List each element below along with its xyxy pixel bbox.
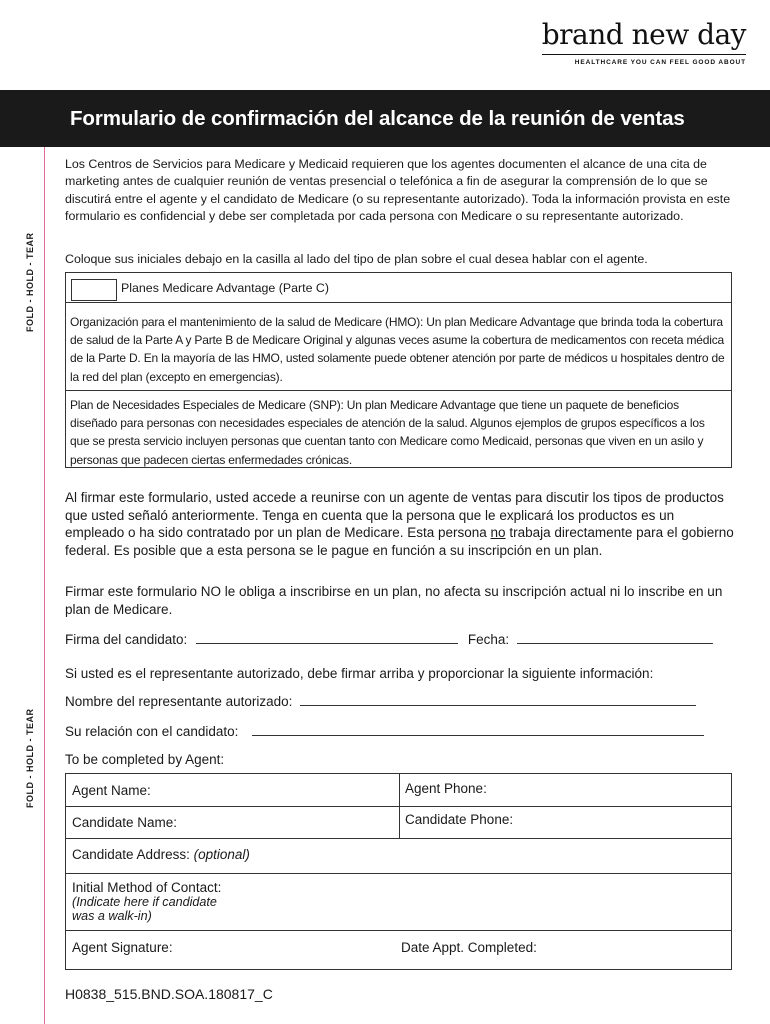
agent-phone-label: Agent Phone:: [405, 781, 487, 796]
plan-divider: [66, 390, 731, 391]
table-row-divider: [66, 838, 731, 839]
fold-hold-tear-label-top: FOLD - HOLD - TEAR: [25, 232, 35, 332]
plan-header-label: Planes Medicare Advantage (Parte C): [121, 281, 329, 295]
brand-logo: [542, 18, 746, 66]
brand-rule: [542, 54, 746, 55]
agreement-paragraph: [65, 489, 737, 559]
table-row-divider: [66, 873, 731, 874]
intro-paragraph: Los Centros de Servicios para Medicare y Medicaid requieren que los agentes documenten el alcance de una cita de marketing antes de cualquier reunión de ventas presencial o telefónica a fin de asegurar la comprensión de lo que se discutirá entre el agente y el candidato de Medicare (o su representante autorizado). Toda la información provista en este formulario es confidencial y debe ser completada por cada persona con Medicare o su representante autorizado.: [65, 157, 731, 224]
candidate-signature-field[interactable]: [196, 630, 458, 644]
date-field[interactable]: [517, 630, 713, 644]
candidate-signature-label: Firma del candidato:: [65, 632, 188, 647]
initial-contact-cell: [72, 881, 221, 923]
margin-guide-line: [44, 145, 45, 1024]
date-label: Fecha:: [467, 632, 510, 647]
candidate-signature-row: [65, 630, 713, 647]
form-code: H0838_515.BND.SOA.180817_C: [65, 986, 273, 1002]
agent-info-table: [65, 773, 732, 970]
relationship-label: Su relación con el candidato:: [65, 724, 239, 739]
brand-tagline: HEALTHCARE YOU CAN FEEL GOOD ABOUT: [574, 59, 746, 66]
table-row-divider: [66, 930, 731, 931]
hmo-description: Organización para el mantenimiento de la salud de Medicare (HMO): Un plan Medicare Advantage que brinda toda la cobertura de salud de la Parte A y Parte B de Medicare Original y algunas veces asume la cobertura de medicamentos con receta médica de la Parte D. En la mayoría de las HMO, usted solamente puede obtener atención por parte de médicos u hospitales dentro de la red del plan (excepto en emergencias).: [70, 315, 725, 384]
initials-field[interactable]: [71, 279, 117, 301]
initial-contact-note-2: was a walk-in): [72, 909, 152, 923]
page-title: Formulario de confirmación del alcance de la reunión de ventas: [70, 107, 685, 130]
candidate-address-label: Candidate Address:: [72, 847, 190, 862]
no-obligation-paragraph: Firmar este formulario NO le obliga a inscribirse en un plan, no afecta su inscripción actual ni lo inscribe en un plan de Medicare.: [65, 584, 723, 617]
optional-note: (optional): [193, 847, 250, 862]
candidate-address-row: [72, 847, 250, 862]
relationship-row: [65, 722, 704, 739]
representative-name-field[interactable]: [300, 692, 696, 706]
relationship-field[interactable]: [252, 722, 704, 736]
representative-name-label: Nombre del representante autorizado:: [65, 694, 293, 709]
brand-name: brand new day: [541, 18, 746, 51]
representative-note: Si usted es el representante autorizado, debe firmar arriba y proporcionar la siguiente información:: [65, 666, 654, 681]
plan-selection-box: [65, 272, 732, 468]
representative-name-row: [65, 692, 696, 709]
initial-contact-note-1: (Indicate here if candidate: [72, 895, 217, 909]
agreement-emphasis: no: [490, 525, 506, 541]
agent-signature-label: Agent Signature:: [72, 940, 173, 955]
agreement-text-part2: trabaja directamente para el gobierno federal. Es posible que a esta persona se le pague en función a su inscripción en un plan.: [65, 525, 734, 558]
candidate-name-label: Candidate Name:: [72, 815, 178, 830]
candidate-phone-label: Candidate Phone:: [405, 812, 514, 827]
date-completed-label: Date Appt. Completed:: [401, 940, 537, 955]
plan-header-row: [66, 273, 731, 303]
agreement-text-part1: Al firmar este formulario, usted accede a reunirse con un agente de ventas para discutir los tipos de productos que usted señaló anteriormente. Tenga en cuenta que la persona que le explicará los productos es un empleado o ha sido contratado por un plan de Medicare. Esta persona: [65, 490, 724, 541]
fold-hold-tear-label-bottom: FOLD - HOLD - TEAR: [25, 708, 35, 808]
initial-contact-label: Initial Method of Contact:: [72, 880, 222, 895]
snp-description: Plan de Necesidades Especiales de Medicare (SNP): Un plan Medicare Advantage que tiene un paquete de beneficios diseñado para personas con necesidades especiales de atención de la salud. Algunos ejemplos de grupos específicos a los que se presta servicio incluyen personas que cuentan tanto con Medicare como Medicaid, personas que viven en un asilo y personas que padecen ciertas enfermedades crónicas.: [70, 398, 705, 467]
agent-section-heading: To be completed by Agent:: [65, 752, 225, 767]
agent-name-label: Agent Name:: [72, 783, 151, 798]
instruction-text: Coloque sus iniciales debajo en la casilla al lado del tipo de plan sobre el cual desea hablar con el agente.: [65, 252, 648, 266]
table-row-divider: [66, 806, 731, 807]
